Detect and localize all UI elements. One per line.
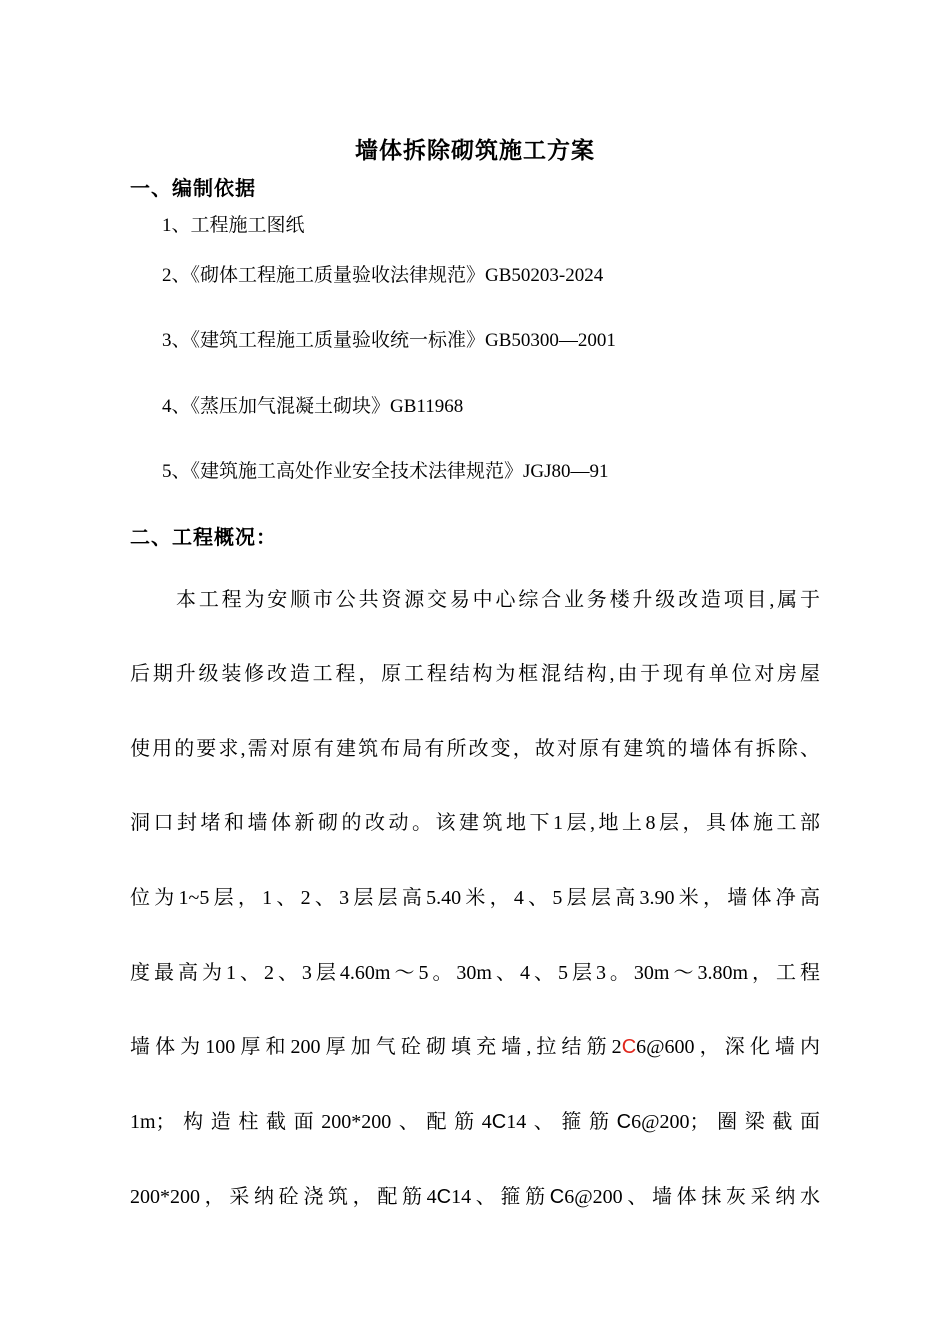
basis-item-5: 5、《建筑施工高处作业安全技术法律规范》JGJ80—91 <box>162 461 609 482</box>
basis-item-4: 4、《蒸压加气混凝土砌块》GB11968 <box>162 396 464 417</box>
line8-part-2: 14、箍筋 <box>506 1111 617 1133</box>
line8-part-1: 1m；构造柱截面200*200、配筋4 <box>130 1111 492 1133</box>
overview-line-8 <box>130 1105 820 1134</box>
rebar-grade-symbol: C <box>616 1111 632 1133</box>
section-heading-basis: 一、编制依据 <box>130 176 256 200</box>
line9-part-3: 6@200、墙体抹灰采纳水 <box>564 1186 821 1208</box>
overview-line-6: 度最高为1、2、3层4.60m～5。30m、4、5层3。30m～3.80m，工程 <box>130 962 820 984</box>
overview-line-3: 使用的要求,需对原有建筑布局有所改变，故对原有建筑的墙体有拆除、 <box>130 738 820 760</box>
line9-part-1: 200*200，采纳砼浇筑，配筋4 <box>130 1186 437 1208</box>
line8-part-3: 6@200；圈梁截面 <box>631 1111 820 1133</box>
rebar-grade-symbol: C <box>436 1186 452 1208</box>
basis-item-3: 3、《建筑工程施工质量验收统一标准》GB50300—2001 <box>162 330 616 351</box>
section-heading-overview: 二、工程概况： <box>130 525 277 549</box>
overview-line-7 <box>130 1030 820 1059</box>
basis-item-2: 2、《砌体工程施工质量验收法律规范》GB50203-2024 <box>162 265 604 286</box>
line7-text-before: 墙体为100厚和200厚加气砼砌填充墙,拉结筋2 <box>130 1036 622 1058</box>
line9-part-2: 14、箍筋 <box>451 1186 550 1208</box>
basis-item-1: 1、工程施工图纸 <box>162 215 305 236</box>
document-title: 墙体拆除砌筑施工方案 <box>355 138 595 164</box>
rebar-grade-symbol: C <box>621 1036 637 1058</box>
rebar-grade-symbol: C <box>549 1186 565 1208</box>
overview-line-5: 位为1~5层，1、2、3层层高5.40米，4、5层层高3.90米，墙体净高 <box>130 887 820 909</box>
overview-line-4: 洞口封堵和墙体新砌的改动。该建筑地下1层,地上8层，具体施工部 <box>130 812 820 834</box>
rebar-grade-symbol: C <box>491 1111 507 1133</box>
overview-line-1: 本工程为安顺市公共资源交易中心综合业务楼升级改造项目,属于 <box>176 589 820 611</box>
overview-line-9 <box>130 1180 820 1209</box>
line7-text-after: 6@600，深化墙内 <box>636 1036 821 1058</box>
overview-line-2: 后期升级装修改造工程，原工程结构为框混结构,由于现有单位对房屋 <box>130 663 820 685</box>
